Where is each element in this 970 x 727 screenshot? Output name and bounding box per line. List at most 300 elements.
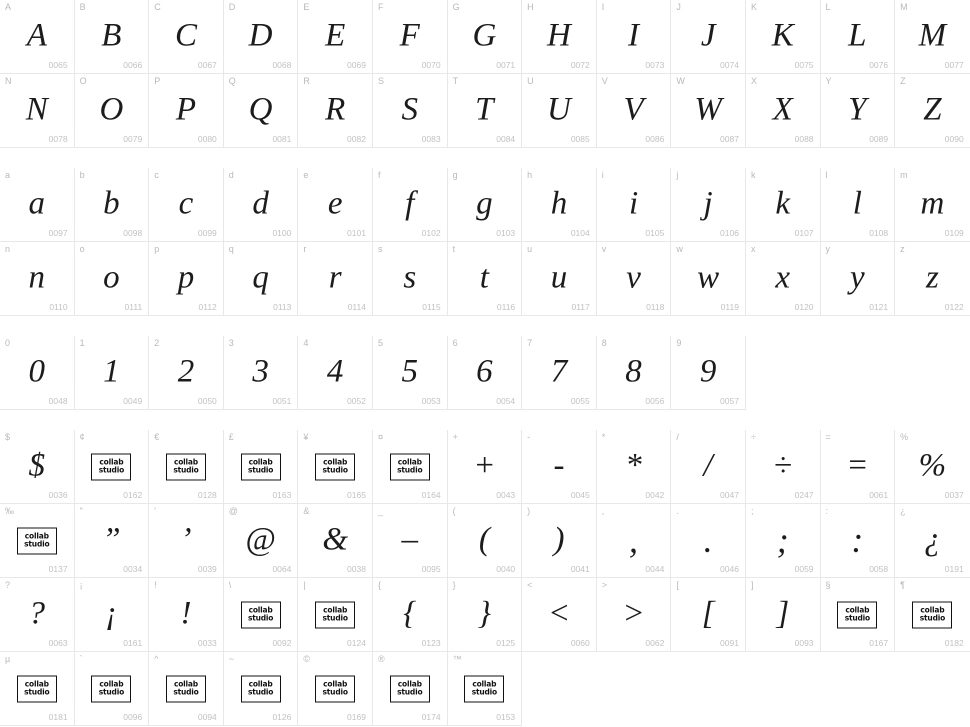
logo-line-2: studio	[322, 613, 348, 623]
glyph-cell[interactable]	[746, 578, 821, 652]
glyph-code-label: 0082	[347, 133, 366, 144]
glyph-code-label: 0060	[570, 637, 590, 648]
glyph-cell[interactable]	[597, 578, 672, 652]
glyph-cell[interactable]	[75, 578, 150, 652]
glyph-cell[interactable]	[895, 504, 970, 578]
glyph-character-label: 7	[527, 338, 533, 348]
glyph-cell[interactable]	[895, 578, 970, 652]
glyph-code-label: 0247	[794, 489, 814, 500]
glyph-character-label: 9	[676, 338, 682, 348]
glyph-character-label: ^	[154, 654, 159, 664]
glyph-code-label: 0115	[422, 301, 441, 312]
glyph-character-label: G	[452, 2, 460, 12]
glyph-code-label: 0108	[869, 227, 889, 238]
block-spacer	[0, 316, 970, 336]
glyph-cell[interactable]	[373, 74, 448, 148]
logo-line-1: collab	[397, 457, 422, 467]
glyph-code-label: 0079	[123, 133, 143, 144]
glyph-cell[interactable]	[0, 0, 75, 74]
glyph-code-label: 0069	[347, 59, 366, 70]
glyph-code-label: 0091	[720, 637, 739, 648]
glyph-preview: (	[478, 521, 490, 557]
glyph-code-label: 0055	[570, 395, 590, 406]
glyph-cell[interactable]	[224, 0, 299, 74]
glyph-preview: X	[772, 91, 793, 127]
collab-studio-logo-glyph	[241, 601, 281, 628]
glyph-character-label: <	[527, 580, 533, 590]
glyph-preview: f	[405, 185, 415, 221]
glyph-preview: ÷	[773, 447, 792, 483]
glyph-code-label: 0053	[421, 395, 441, 406]
glyph-code-label: 0064	[272, 563, 292, 574]
glyph-preview: o	[103, 259, 120, 295]
glyph-character-label: h	[527, 170, 533, 180]
glyph-code-label: 0083	[421, 133, 441, 144]
glyph-code-label: 0110	[49, 301, 68, 312]
glyph-code-label: 0128	[197, 489, 217, 500]
glyph-character-label: c	[154, 170, 159, 180]
logo-line-1: collab	[24, 531, 49, 541]
glyph-cell[interactable]	[448, 652, 523, 726]
glyph-cell[interactable]	[75, 74, 150, 148]
collab-studio-logo-glyph	[315, 601, 355, 628]
glyph-preview: 3	[252, 353, 269, 389]
glyph-cell-empty	[746, 336, 821, 410]
glyph-code-label: 0033	[197, 637, 217, 648]
glyph-cell[interactable]	[224, 336, 299, 410]
glyph-preview: P	[175, 91, 197, 127]
glyph-code-label: 0074	[720, 59, 739, 70]
glyph-character-label: y	[825, 244, 831, 254]
glyph-cell[interactable]	[149, 504, 224, 578]
glyph-cell[interactable]	[373, 168, 448, 242]
glyph-cell[interactable]	[821, 0, 896, 74]
glyph-character-label: Y	[825, 76, 832, 86]
logo-line-1: collab	[248, 679, 273, 689]
glyph-code-label: 0077	[944, 59, 964, 70]
glyph-character-label: r	[303, 244, 307, 254]
glyph-character-label: k	[750, 170, 756, 180]
glyph-cell[interactable]	[373, 504, 448, 578]
glyph-character-label: .	[676, 506, 679, 516]
glyph-cell[interactable]	[373, 578, 448, 652]
glyph-code-label: 0114	[347, 301, 366, 312]
collab-studio-logo-glyph	[390, 675, 430, 702]
glyph-code-label: 0050	[197, 395, 217, 406]
glyph-cell[interactable]	[149, 242, 224, 316]
logo-line-1: collab	[173, 457, 198, 467]
glyph-cell[interactable]	[671, 336, 746, 410]
glyph-character-label: H	[527, 2, 534, 12]
glyph-cell[interactable]	[597, 0, 672, 74]
glyph-character-label: )	[527, 506, 531, 516]
glyph-character-label: 0	[5, 338, 11, 348]
glyph-code-label: 0043	[496, 489, 516, 500]
glyph-code-label: 0047	[720, 489, 739, 500]
glyph-code-label: 0106	[720, 227, 739, 238]
glyph-cell[interactable]	[746, 430, 821, 504]
glyph-cell[interactable]	[746, 242, 821, 316]
glyph-cell-empty	[895, 652, 970, 726]
glyph-cell[interactable]	[746, 74, 821, 148]
glyph-character-label: M	[900, 2, 908, 12]
glyph-code-label: 0075	[794, 59, 814, 70]
glyph-preview: A	[26, 17, 47, 53]
glyph-cell[interactable]	[522, 0, 597, 74]
glyph-cell[interactable]	[224, 504, 299, 578]
glyph-cell[interactable]	[671, 0, 746, 74]
glyph-code-label: 0062	[645, 637, 665, 648]
glyph-code-label: 0090	[944, 133, 964, 144]
glyph-cell[interactable]	[75, 652, 150, 726]
glyph-code-label: 0182	[944, 637, 964, 648]
glyph-code-label: 0049	[123, 395, 143, 406]
glyph-cell[interactable]	[522, 74, 597, 148]
glyph-preview: b	[103, 185, 120, 221]
glyph-cell[interactable]	[597, 504, 672, 578]
glyph-cell[interactable]	[224, 430, 299, 504]
glyph-preview: .	[703, 519, 713, 560]
glyph-cell[interactable]	[75, 430, 150, 504]
glyph-code-label: 0098	[123, 227, 143, 238]
glyph-preview: ?	[28, 595, 46, 631]
glyph-cell[interactable]	[75, 504, 150, 578]
glyph-cell[interactable]	[75, 242, 150, 316]
logo-line-2: studio	[397, 465, 423, 475]
glyph-character-label: [	[676, 580, 679, 590]
glyph-preview: +	[473, 447, 496, 483]
glyph-character-label: |	[303, 580, 306, 590]
glyph-character-label: 3	[228, 338, 234, 348]
logo-line-2: studio	[322, 687, 348, 697]
logo-line-2: studio	[247, 613, 274, 623]
glyph-preview: ,	[629, 519, 639, 560]
glyph-cell[interactable]	[522, 336, 597, 410]
glyph-character-label: t	[452, 244, 456, 254]
glyph-cell[interactable]	[0, 336, 75, 410]
glyph-preview: M	[918, 17, 947, 53]
glyph-character-label: N	[5, 76, 12, 86]
glyph-character-label: a	[5, 170, 11, 180]
glyph-character-label: >	[601, 580, 608, 590]
glyph-preview: >	[622, 595, 645, 631]
glyph-code-label: 0164	[421, 489, 441, 500]
glyph-character-label: \	[228, 580, 232, 590]
glyph-character-label: g	[452, 170, 458, 180]
glyph-cell[interactable]	[298, 0, 373, 74]
glyph-code-label: 0070	[421, 59, 441, 70]
glyph-cell[interactable]	[821, 430, 896, 504]
glyph-preview: ’	[180, 521, 192, 557]
glyph-code-label: 0058	[869, 563, 889, 574]
glyph-character-label: €	[154, 432, 160, 442]
glyph-preview: )	[553, 521, 565, 557]
logo-line-1: collab	[397, 679, 422, 689]
glyph-character-label: 1	[79, 338, 85, 348]
glyph-cell[interactable]	[746, 168, 821, 242]
glyph-code-label: 0057	[720, 395, 739, 406]
glyph-cell[interactable]	[895, 242, 970, 316]
glyph-cell[interactable]	[895, 430, 970, 504]
glyph-character-label: Q	[228, 76, 236, 86]
glyph-cell[interactable]	[448, 74, 523, 148]
glyph-cell[interactable]	[0, 168, 75, 242]
glyph-cell[interactable]	[597, 74, 672, 148]
glyph-character-label: E	[303, 2, 310, 12]
glyph-cell[interactable]	[149, 336, 224, 410]
glyph-character-label: X	[750, 76, 757, 86]
glyph-cell[interactable]	[448, 430, 523, 504]
glyph-code-label: 0037	[944, 489, 964, 500]
glyph-character-label: "	[79, 506, 83, 516]
glyph-preview: E	[325, 17, 346, 53]
glyph-code-label: 0099	[197, 227, 217, 238]
glyph-preview: &	[322, 521, 348, 557]
glyph-character-label: &	[303, 506, 310, 516]
glyph-cell[interactable]	[149, 578, 224, 652]
glyph-cell[interactable]	[448, 242, 523, 316]
glyph-cell[interactable]	[671, 168, 746, 242]
glyph-cell[interactable]	[75, 336, 150, 410]
glyph-cell[interactable]	[149, 74, 224, 148]
glyph-character-label: d	[228, 170, 234, 180]
glyph-cell-empty	[821, 652, 896, 726]
glyph-character-label: ‰	[5, 506, 14, 516]
glyph-code-label: 0169	[347, 711, 366, 722]
glyph-cell[interactable]	[821, 242, 896, 316]
glyph-code-label: 0117	[571, 301, 590, 312]
glyph-cell[interactable]	[597, 242, 672, 316]
glyph-character-label: B	[79, 2, 86, 12]
glyph-cell[interactable]	[448, 336, 523, 410]
glyph-character-label: ;	[750, 506, 754, 516]
glyph-character-label: T	[452, 76, 459, 86]
glyph-character-label: L	[825, 2, 831, 12]
glyph-character-label: i	[601, 170, 604, 180]
glyph-cell[interactable]	[448, 0, 523, 74]
glyph-preview: D	[248, 17, 273, 53]
glyph-code-label: 0065	[48, 59, 68, 70]
glyph-row	[0, 430, 970, 504]
collab-studio-logo-glyph	[166, 453, 206, 480]
glyph-character-label: I	[601, 2, 605, 12]
glyph-character-label: K	[750, 2, 757, 12]
logo-line-2: studio	[24, 539, 50, 549]
glyph-code-label: 0056	[645, 395, 665, 406]
glyph-cell[interactable]	[597, 336, 672, 410]
glyph-code-label: 0124	[347, 637, 366, 648]
glyph-cell[interactable]	[448, 504, 523, 578]
glyph-preview: n	[28, 259, 46, 295]
glyph-cell[interactable]	[373, 0, 448, 74]
glyph-row	[0, 504, 970, 578]
glyph-code-label: 0118	[646, 301, 665, 312]
glyph-code-label: 0085	[570, 133, 590, 144]
glyph-cell[interactable]	[224, 168, 299, 242]
glyph-code-label: 0161	[123, 637, 143, 648]
glyph-cell[interactable]	[149, 0, 224, 74]
glyph-cell[interactable]	[373, 336, 448, 410]
glyph-code-label: 0181	[48, 711, 68, 722]
glyph-code-label: 0066	[123, 59, 143, 70]
glyph-cell[interactable]	[298, 504, 373, 578]
glyph-cell[interactable]	[149, 430, 224, 504]
glyph-cell[interactable]	[895, 74, 970, 148]
glyph-cell[interactable]	[821, 504, 896, 578]
glyph-preview: d	[252, 185, 269, 221]
glyph-preview: m	[920, 185, 945, 221]
glyph-cell[interactable]	[224, 242, 299, 316]
glyph-cell[interactable]	[298, 242, 373, 316]
glyph-preview: Q	[248, 91, 273, 127]
glyph-character-label: O	[79, 76, 87, 86]
glyph-cell[interactable]	[522, 504, 597, 578]
glyph-code-label: 0119	[720, 301, 739, 312]
glyph-character-label: `	[79, 654, 83, 664]
glyph-cell[interactable]	[671, 74, 746, 148]
glyph-cell[interactable]	[373, 242, 448, 316]
glyph-cell[interactable]	[895, 168, 970, 242]
glyph-code-label: 0084	[496, 133, 516, 144]
logo-line-2: studio	[98, 465, 125, 475]
glyph-cell[interactable]	[149, 168, 224, 242]
glyph-preview: W	[694, 91, 722, 127]
glyph-cell[interactable]	[597, 430, 672, 504]
glyph-code-label: 0167	[869, 637, 889, 648]
glyph-cell[interactable]	[671, 430, 746, 504]
glyph-cell[interactable]	[75, 168, 150, 242]
glyph-code-label: 0105	[645, 227, 665, 238]
glyph-character-label: V	[601, 76, 608, 86]
glyph-cell[interactable]	[597, 168, 672, 242]
glyph-cell[interactable]	[0, 242, 75, 316]
block-spacer	[0, 410, 970, 430]
glyph-character-label: ®	[377, 654, 385, 664]
glyph-cell[interactable]	[298, 578, 373, 652]
logo-line-2: studio	[322, 465, 348, 475]
glyph-cell[interactable]	[448, 168, 523, 242]
glyph-cell[interactable]	[224, 578, 299, 652]
glyph-row	[0, 74, 970, 148]
glyph-code-label: 0067	[197, 59, 217, 70]
glyph-block-symbols	[0, 430, 970, 726]
glyph-preview: t	[479, 259, 489, 295]
glyph-cell[interactable]	[671, 242, 746, 316]
glyph-cell[interactable]	[373, 430, 448, 504]
glyph-code-label: 0120	[794, 301, 814, 312]
glyph-code-label: 0123	[421, 637, 441, 648]
glyph-preview: 4	[326, 353, 344, 389]
collab-studio-logo-glyph	[912, 601, 952, 628]
glyph-preview: u	[550, 259, 568, 295]
glyph-cell[interactable]	[746, 0, 821, 74]
glyph-cell-empty	[746, 652, 821, 726]
glyph-code-label: 0102	[421, 227, 441, 238]
glyph-cell[interactable]	[298, 652, 373, 726]
glyph-cell[interactable]	[448, 578, 523, 652]
glyph-cell[interactable]	[895, 0, 970, 74]
glyph-cell[interactable]	[149, 652, 224, 726]
logo-line-1: collab	[323, 605, 348, 615]
glyph-code-label: 0122	[944, 301, 964, 312]
glyph-cell-empty	[597, 652, 672, 726]
glyph-character-label: 6	[452, 338, 458, 348]
glyph-preview: *	[625, 447, 642, 483]
glyph-character-label: =	[825, 432, 831, 442]
collab-studio-logo-glyph	[166, 675, 206, 702]
glyph-preview: z	[926, 259, 939, 295]
logo-line-1: collab	[99, 457, 124, 467]
glyph-preview: G	[472, 17, 497, 53]
glyph-code-label: 0107	[794, 227, 814, 238]
glyph-cell[interactable]	[298, 336, 373, 410]
glyph-cell[interactable]	[522, 430, 597, 504]
glyph-cell[interactable]	[821, 74, 896, 148]
glyph-preview: r	[328, 259, 342, 295]
logo-line-1: collab	[248, 457, 273, 467]
glyph-cell[interactable]	[298, 430, 373, 504]
logo-line-2: studio	[919, 613, 946, 623]
glyph-code-label: 0163	[272, 489, 292, 500]
glyph-cell[interactable]	[0, 652, 75, 726]
glyph-cell[interactable]	[522, 242, 597, 316]
glyph-code-label: 0087	[720, 133, 739, 144]
glyph-character-label: Z	[900, 76, 906, 86]
glyph-preview: ]	[776, 595, 790, 631]
glyph-cell[interactable]	[746, 504, 821, 578]
logo-line-1: collab	[920, 605, 945, 615]
glyph-code-label: 0078	[48, 133, 68, 144]
glyph-code-label: 0080	[197, 133, 217, 144]
glyph-block-numerals	[0, 336, 970, 410]
glyph-cell[interactable]	[0, 74, 75, 148]
glyph-preview: –	[401, 521, 419, 557]
logo-line-1: collab	[323, 679, 348, 689]
glyph-cell[interactable]	[224, 652, 299, 726]
glyph-cell[interactable]	[821, 578, 896, 652]
logo-line-2: studio	[471, 687, 497, 697]
glyph-cell[interactable]	[373, 652, 448, 726]
collab-studio-logo-glyph	[464, 675, 504, 702]
glyph-cell[interactable]	[0, 578, 75, 652]
glyph-code-label: 0113	[273, 301, 292, 312]
collab-studio-logo-glyph	[241, 675, 281, 702]
glyph-character-label: £	[228, 432, 234, 442]
glyph-cell[interactable]	[0, 430, 75, 504]
glyph-cell[interactable]	[671, 504, 746, 578]
glyph-cell[interactable]	[224, 74, 299, 148]
glyph-code-label: 0036	[48, 489, 68, 500]
glyph-row	[0, 578, 970, 652]
glyph-code-label: 0116	[496, 301, 516, 312]
glyph-character-label: W	[676, 76, 685, 86]
glyph-preview: V	[623, 91, 644, 127]
glyph-preview: N	[25, 91, 48, 127]
logo-line-2: studio	[247, 465, 274, 475]
glyph-cell[interactable]	[522, 578, 597, 652]
glyph-character-label: U	[527, 76, 534, 86]
glyph-cell[interactable]	[821, 168, 896, 242]
glyph-cell[interactable]	[298, 168, 373, 242]
glyph-cell[interactable]	[522, 168, 597, 242]
glyph-character-label: %	[900, 432, 909, 442]
glyph-preview: q	[252, 259, 269, 295]
glyph-cell[interactable]	[75, 0, 150, 74]
glyph-cell[interactable]	[298, 74, 373, 148]
glyph-cell[interactable]	[0, 504, 75, 578]
glyph-cell[interactable]	[671, 578, 746, 652]
glyph-character-label: 5	[377, 338, 383, 348]
